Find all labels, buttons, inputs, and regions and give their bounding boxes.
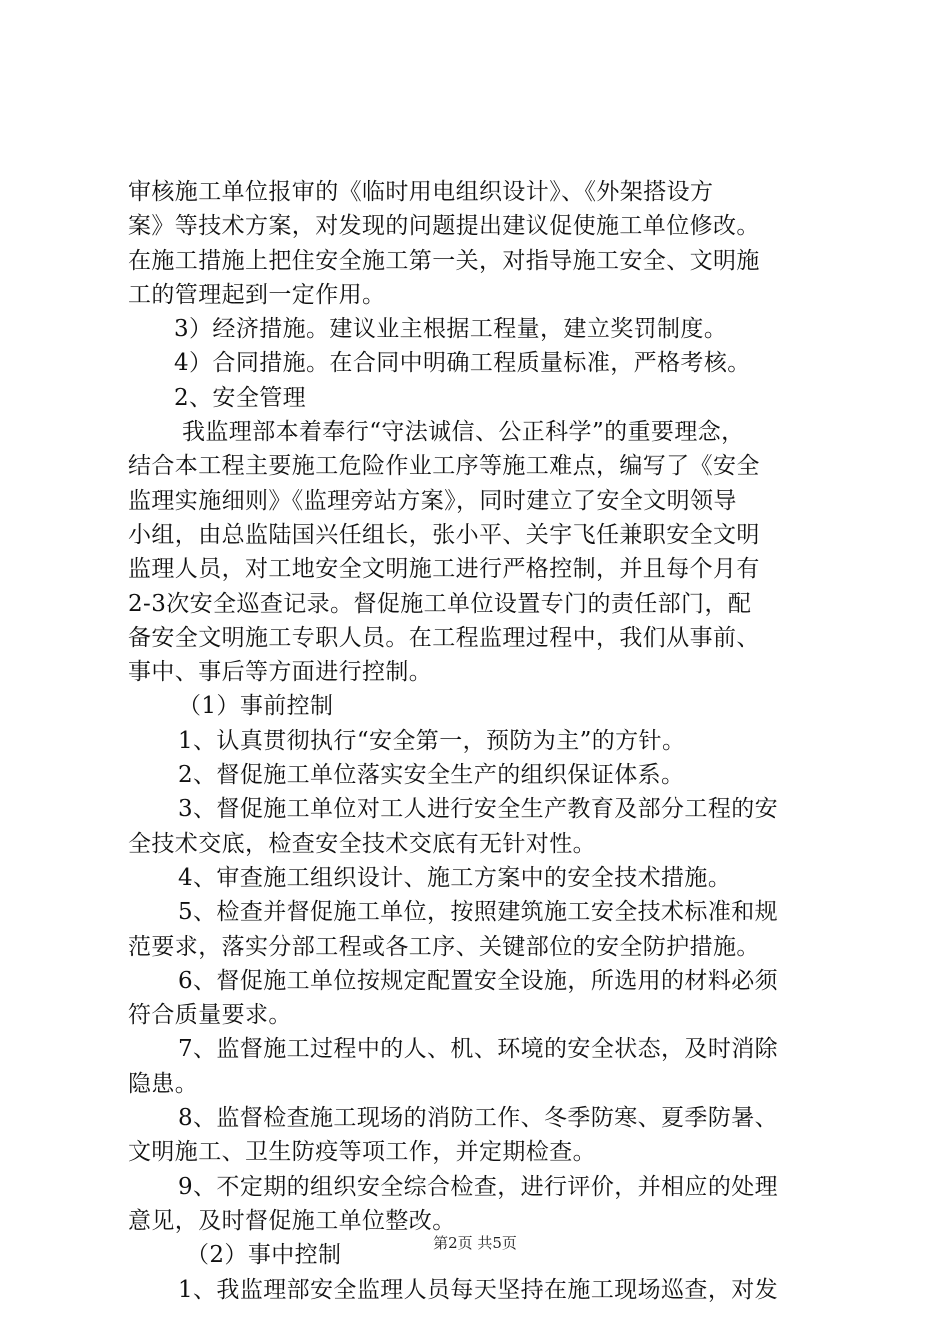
text-line: 1、认真贯彻执行“安全第一，预防为主”的方针。 (178, 727, 686, 754)
text-line: 2、督促施工单位落实安全生产的组织保证体系。 (178, 762, 685, 789)
text-line: 结合本工程主要施工危险作业工序等施工难点，编写了《安全 (128, 453, 760, 480)
text-line: 1、我监理部安全监理人员每天坚持在施工现场巡查，对发 (178, 1276, 779, 1303)
text-line: 2-3次安全巡查记录。督促施工单位设置专门的责任部门，配 (128, 590, 752, 617)
text-line: 3、督促施工单位对工人进行安全生产教育及部分工程的安 (178, 796, 779, 823)
text-line: 意见，及时督促施工单位整改。 (128, 1207, 456, 1234)
text-line: 2、安全管理 (174, 384, 307, 411)
text-line: 事中、事后等方面进行控制。 (128, 659, 433, 686)
text-line: 小组，由总监陆国兴任组长，张小平、关宇飞任兼职安全文明 (128, 521, 760, 548)
text-line: 符合质量要求。 (128, 1002, 292, 1029)
text-line: 6、督促施工单位按规定配置安全设施，所选用的材料必须 (178, 967, 779, 994)
text-line: （1）事前控制 (178, 693, 334, 720)
text-line: 4）合同措施。在合同中明确工程质量标准，严格考核。 (174, 350, 751, 377)
text-line: 8、监督检查施工现场的消防工作、冬季防寒、夏季防暑、 (178, 1105, 779, 1132)
text-line: （2）事中控制 (186, 1242, 342, 1269)
text-line: 我监理部本着奉行“守法诚信、公正科学”的重要理念， (182, 419, 745, 446)
text-line: 5、检查并督促施工单位，按照建筑施工安全技术标准和规 (178, 899, 779, 926)
text-line: 全技术交底，检查安全技术交底有无针对性。 (128, 830, 596, 857)
text-line: 在施工措施上把住安全施工第一关，对指导施工安全、文明施 (128, 247, 760, 274)
text-line: 案》等技术方案，对发现的问题提出建议促使施工单位修改。 (128, 213, 760, 240)
text-line: 监理人员，对工地安全文明施工进行严格控制，并且每个月有 (128, 556, 760, 583)
text-line: 范要求，落实分部工程或各工序、关键部位的安全防护措施。 (128, 933, 760, 960)
text-line: 隐患。 (128, 1070, 199, 1097)
text-line: 监理实施细则》《监理旁站方案》，同时建立了安全文明领导 (128, 487, 737, 514)
page-footer: 第2页 共5页 (433, 1234, 517, 1252)
text-line: 3）经济措施。建议业主根据工程量，建立奖罚制度。 (174, 316, 728, 343)
text-line: 4、审查施工组织设计、施工方案中的安全技术措施。 (178, 864, 732, 891)
text-line: 备安全文明施工专职人员。在工程监理过程中，我们从事前、 (128, 624, 760, 651)
document-body (128, 175, 828, 1307)
text-line: 7、监督施工过程中的人、机、环境的安全状态，及时消除 (178, 1036, 779, 1063)
text-line: 文明施工、卫生防疫等项工作，并定期检查。 (128, 1139, 596, 1166)
text-line: 审核施工单位报审的《临时用电组织设计》、《外架搭设方 (128, 179, 714, 205)
text-line: 9、不定期的组织安全综合检查，进行评价，并相应的处理 (178, 1173, 779, 1200)
text-line: 工的管理起到一定作用。 (128, 281, 386, 308)
